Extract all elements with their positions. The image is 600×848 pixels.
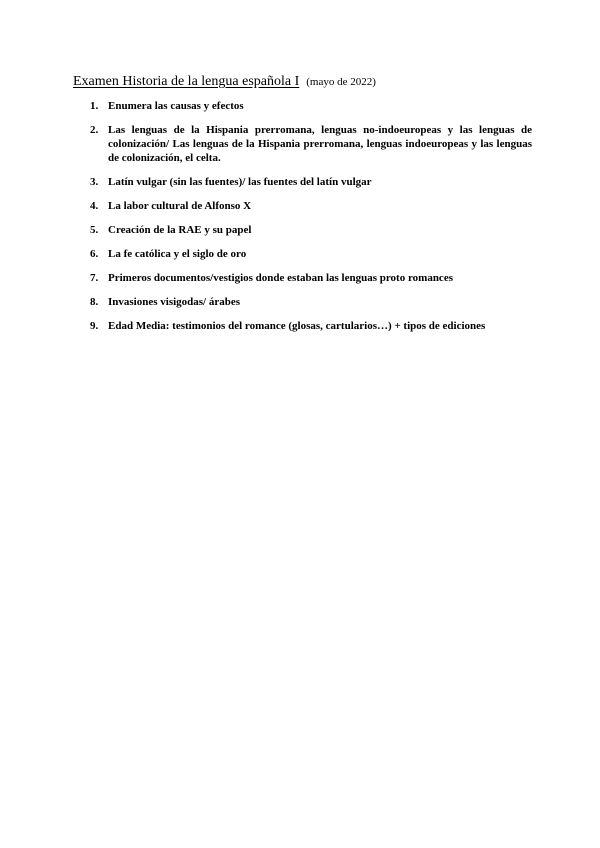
question-item bbox=[90, 295, 532, 309]
question-text: Creación de la RAE y su papel bbox=[108, 224, 252, 236]
question-number: 2. bbox=[90, 124, 99, 136]
question-text: Las lenguas de la Hispania prerromana, lenguas no-indoeuropeas y las lenguas de colonización/ Las lenguas de la Hispania prerromana, lenguas indoeuropeas y las lenguas de colonización, el celta. bbox=[108, 124, 532, 164]
question-text: Primeros documentos/vestigios donde estaban las lenguas proto romances bbox=[108, 272, 453, 284]
question-item bbox=[90, 247, 532, 261]
question-item bbox=[90, 99, 532, 113]
question-text: La fe católica y el siglo de oro bbox=[108, 248, 247, 260]
document-header bbox=[73, 72, 553, 91]
question-item bbox=[90, 175, 532, 189]
question-item bbox=[90, 319, 532, 333]
question-item bbox=[90, 123, 532, 165]
question-number: 4. bbox=[90, 200, 99, 212]
document-subtitle: (mayo de 2022) bbox=[306, 76, 376, 88]
question-number: 3. bbox=[90, 176, 99, 188]
question-item bbox=[90, 271, 532, 285]
document-title: Examen Historia de la lengua española I bbox=[73, 74, 300, 89]
question-item bbox=[90, 223, 532, 237]
question-text: La labor cultural de Alfonso X bbox=[108, 200, 252, 212]
question-number: 9. bbox=[90, 320, 99, 332]
question-text: Latín vulgar (sin las fuentes)/ las fuentes del latín vulgar bbox=[108, 176, 372, 188]
question-text: Edad Media: testimonios del romance (glosas, cartularios…) + tipos de ediciones bbox=[108, 320, 486, 332]
question-text: Enumera las causas y efectos bbox=[108, 100, 244, 112]
question-number: 8. bbox=[90, 296, 99, 308]
question-list bbox=[90, 99, 532, 343]
question-number: 6. bbox=[90, 248, 99, 260]
question-number: 7. bbox=[90, 272, 99, 284]
question-item bbox=[90, 199, 532, 213]
question-number: 5. bbox=[90, 224, 99, 236]
question-number: 1. bbox=[90, 100, 99, 112]
question-text: Invasiones visigodas/ árabes bbox=[108, 296, 241, 308]
